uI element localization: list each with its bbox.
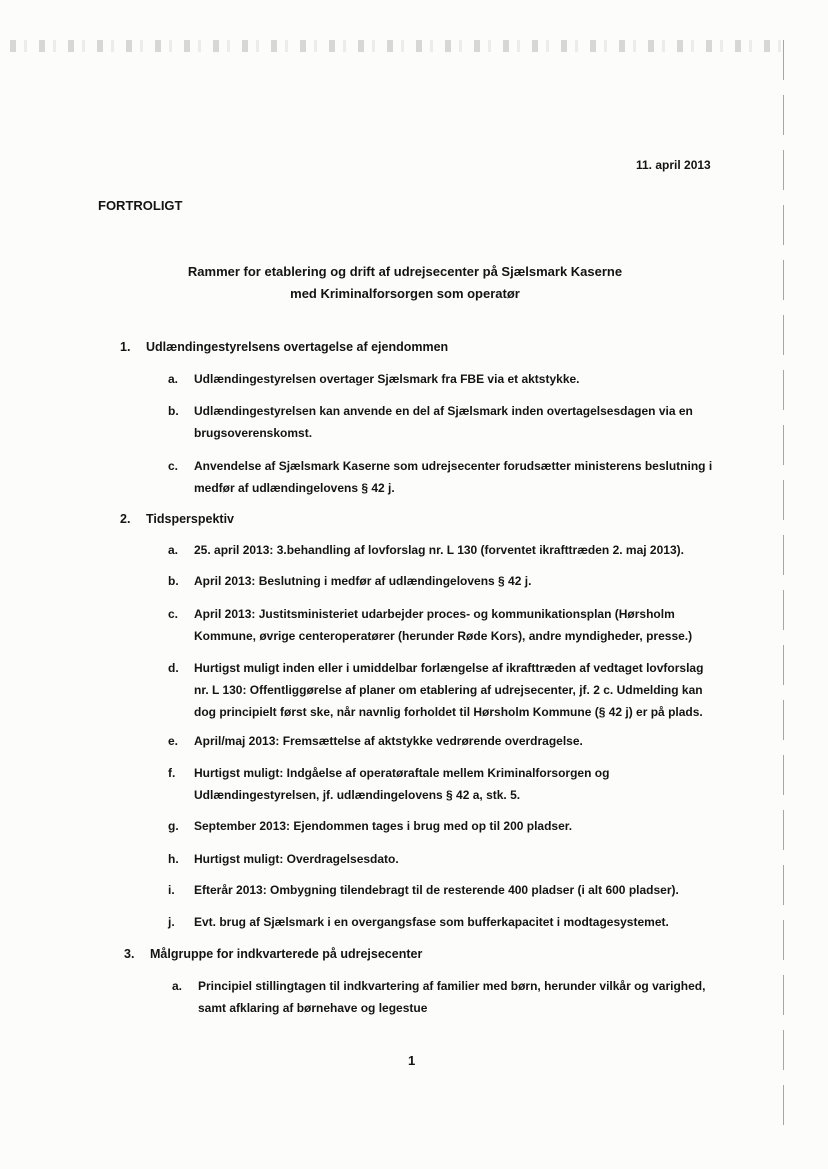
section-heading: [120, 340, 449, 354]
section-title: Tidsperspektiv: [146, 512, 235, 526]
item-line: nr. L 130: Offentliggørelse af planer om etablering af udrejsecenter, jf. 2 c. Udmelding kan: [194, 683, 703, 697]
item-line: Kommune, øvrige centeroperatører (herunder Røde Kors), andre myndigheder, presse.): [194, 629, 693, 643]
list-item: [172, 975, 718, 1019]
item-letter: f.: [168, 766, 176, 780]
item-letter: c.: [168, 607, 179, 621]
item-line: Anvendelse af Sjælsmark Kaserne som udrejsecenter forudsætter ministerens beslutning i: [194, 459, 713, 473]
item-letter: h.: [168, 852, 179, 866]
section-heading: [124, 947, 423, 961]
list-item: [168, 539, 714, 561]
scan-edge: [783, 40, 784, 1129]
item-line: Udlændingestyrelsen, jf. udlændingelovens § 42 a, stk. 5.: [194, 788, 521, 802]
item-line: Evt. brug af Sjælsmark i en overgangsfase som bufferkapacitet i modtagesystemet.: [194, 915, 669, 929]
item-line: April 2013: Beslutning i medfør af udlændingelovens § 42 j.: [194, 574, 532, 588]
list-item: [168, 762, 714, 806]
item-line: medfør af udlændingelovens § 42 j.: [194, 481, 395, 495]
item-line: Efterår 2013: Ombygning tilendebragt til de resterende 400 pladser (i alt 600 pladser).: [194, 883, 679, 897]
item-line: Hurtigst muligt: Indgåelse af operatøraftale mellem Kriminalforsorgen og: [194, 766, 610, 780]
list-item: [168, 368, 714, 390]
title-line-1: Rammer for etablering og drift af udrejsecenter på Sjælsmark Kaserne: [187, 264, 623, 279]
item-line: Udlændingestyrelsen kan anvende en del af Sjælsmark inden overtagelsesdagen via en: [194, 404, 693, 418]
item-line: Hurtigst muligt: Overdragelsesdato.: [194, 852, 399, 866]
item-line: 25. april 2013: 3.behandling af lovforslag nr. L 130 (forventet ikrafttræden 2. maj 2013).: [194, 543, 684, 557]
item-letter: g.: [168, 819, 179, 833]
section-title: Målgruppe for indkvarterede på udrejsecenter: [150, 947, 423, 961]
item-line: September 2013: Ejendommen tages i brug med op til 200 pladser.: [194, 819, 573, 833]
item-letter: d.: [168, 661, 179, 675]
item-line: Udlændingestyrelsen overtager Sjælsmark fra FBE via et aktstykke.: [194, 372, 580, 386]
item-letter: e.: [168, 734, 179, 748]
classification-label: FORTROLIGT: [98, 198, 183, 213]
list-item: [168, 455, 714, 499]
item-letter: a.: [168, 372, 179, 386]
document-title: [150, 261, 660, 305]
item-letter: i.: [168, 883, 175, 897]
list-item: [168, 848, 714, 870]
page-number: 1: [408, 1053, 416, 1068]
section-number: 1.: [120, 340, 131, 354]
list-item: [168, 911, 714, 933]
list-item: [168, 570, 714, 592]
item-line: brugsoverenskomst.: [194, 426, 313, 440]
list-item: [168, 657, 714, 723]
list-item: [168, 879, 714, 901]
section-number: 3.: [124, 947, 135, 961]
item-letter: b.: [168, 404, 179, 418]
list-item: [168, 815, 714, 837]
list-item: [168, 400, 714, 444]
item-letter: a.: [168, 543, 179, 557]
item-letter: b.: [168, 574, 179, 588]
list-item: [168, 603, 714, 647]
title-line-2: med Kriminalforsorgen som operatør: [290, 286, 520, 301]
item-line: Principiel stillingtagen til indkvartering af familier med børn, herunder vilkår og varighed,: [198, 979, 706, 993]
section-number: 2.: [120, 512, 131, 526]
item-letter: j.: [168, 915, 175, 929]
item-letter: a.: [172, 979, 183, 993]
item-line: Hurtigst muligt inden eller i umiddelbar forlængelse af ikrafttræden af vedtaget lovforslag: [194, 661, 704, 675]
item-line: April 2013: Justitsministeriet udarbejder proces- og kommunikationsplan (Hørsholm: [194, 607, 675, 621]
item-line: dog principielt først ske, når navnlig forholdet til Hørsholm Kommune (§ 42 j) er på plads.: [194, 705, 703, 719]
item-line: April/maj 2013: Fremsættelse af aktstykke vedrørende overdragelse.: [194, 734, 583, 748]
scan-noise: [10, 40, 788, 52]
document-date: 11. april 2013: [636, 158, 711, 172]
section-heading: [120, 512, 235, 526]
list-item: [168, 730, 714, 752]
item-letter: c.: [168, 459, 179, 473]
section-title: Udlændingestyrelsens overtagelse af ejendommen: [146, 340, 449, 354]
item-line: samt afklaring af børnehave og legestue: [198, 1001, 428, 1015]
